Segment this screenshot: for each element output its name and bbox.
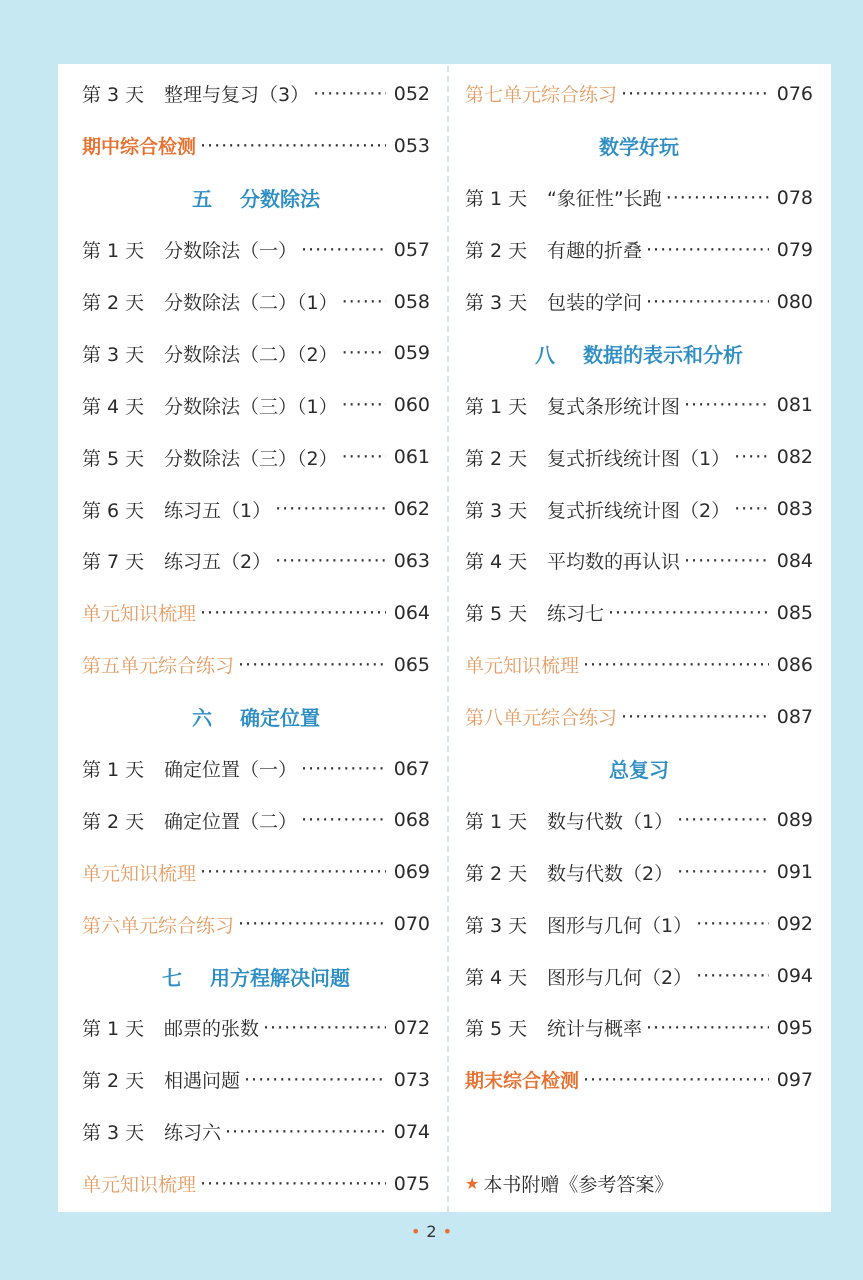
section-title: 确定位置 — [240, 706, 320, 731]
entry-day: 第 7 天 — [82, 551, 145, 574]
entry-page-number: 059 — [393, 342, 430, 365]
entry-page-number: 078 — [776, 186, 813, 209]
entry-title: 单元知识梳理 — [82, 862, 197, 885]
dot-leader — [677, 809, 769, 831]
toc-entry-review[interactable] — [82, 1158, 430, 1210]
toc-right-column — [465, 68, 813, 1210]
dot-leader — [200, 1173, 386, 1195]
toc-entry-lesson[interactable] — [465, 276, 813, 328]
toc-entry-lesson[interactable] — [82, 535, 430, 587]
toc-entry-lesson[interactable] — [465, 950, 813, 1002]
dot-leader — [342, 291, 386, 313]
entry-title: 确定位置（一） — [164, 759, 298, 782]
dot-leader — [275, 550, 386, 572]
entry-title: 图形与几何（2） — [547, 966, 693, 989]
entry-page-number: 053 — [393, 134, 430, 157]
entry-title: 单元知识梳理 — [82, 603, 197, 626]
dot-leader — [666, 187, 769, 209]
entry-day: 第 6 天 — [82, 499, 145, 522]
entry-title: 单元知识梳理 — [82, 1174, 197, 1197]
dot-leader — [646, 239, 769, 261]
entry-day: 第 2 天 — [465, 240, 528, 263]
section-heading — [82, 172, 430, 224]
dot-leader — [677, 861, 769, 883]
section-title: 用方程解决问题 — [210, 965, 350, 990]
dot-leader — [583, 1069, 769, 1091]
entry-page-number: 084 — [776, 549, 813, 572]
dot-leader — [200, 861, 386, 883]
entry-day: 第 3 天 — [465, 914, 528, 937]
entry-title: 期中综合检测 — [82, 136, 197, 159]
dot-leader — [244, 1069, 386, 1091]
entry-page-number: 087 — [776, 705, 813, 728]
toc-entry-exam[interactable] — [82, 120, 430, 172]
dot-leader — [275, 498, 386, 520]
entry-day: 第 4 天 — [465, 966, 528, 989]
entry-page-number: 070 — [393, 913, 430, 936]
dot-leader — [200, 135, 386, 157]
star-icon: ★ — [465, 1174, 480, 1194]
entry-title: 期末综合检测 — [465, 1070, 580, 1093]
entry-title: 第七单元综合练习 — [465, 84, 618, 107]
entry-page-number: 081 — [776, 394, 813, 417]
entry-title: 练习五（2） — [164, 551, 272, 574]
entry-page-number: 083 — [776, 498, 813, 521]
entry-day: 第 2 天 — [82, 1070, 145, 1093]
entry-page-number: 079 — [776, 238, 813, 261]
entry-title: 平均数的再认识 — [547, 551, 681, 574]
toc-entry-lesson[interactable] — [82, 1054, 430, 1106]
toc-entry-lesson[interactable] — [465, 1002, 813, 1054]
toc-entry-lesson[interactable] — [465, 794, 813, 846]
toc-entry-lesson[interactable] — [82, 794, 430, 846]
toc-entry-lesson[interactable] — [465, 846, 813, 898]
toc-entry-exam[interactable] — [465, 1054, 813, 1106]
section-title: 总复习 — [609, 758, 669, 783]
toc-entry-lesson[interactable] — [465, 483, 813, 535]
entry-day: 第 5 天 — [82, 447, 145, 470]
entry-day: 第 2 天 — [465, 447, 528, 470]
toc-entry-lesson[interactable] — [465, 172, 813, 224]
toc-entry-lesson[interactable] — [465, 431, 813, 483]
entry-page-number: 086 — [776, 653, 813, 676]
entry-day: 第 3 天 — [82, 84, 145, 107]
entry-day: 第 1 天 — [465, 188, 528, 211]
entry-page-number: 068 — [393, 809, 430, 832]
entry-page-number: 060 — [393, 394, 430, 417]
entry-title: 第五单元综合练习 — [82, 655, 235, 678]
dot-leader — [583, 654, 769, 676]
section-number: 七 — [162, 965, 182, 990]
section-heading — [465, 743, 813, 795]
entry-page-number: 052 — [393, 82, 430, 105]
entry-title: 包装的学问 — [547, 292, 643, 314]
entry-page-number: 073 — [393, 1068, 430, 1091]
page-number-dot-left: • — [410, 1222, 421, 1241]
dot-leader — [225, 1121, 386, 1143]
entry-title: 分数除法（一） — [164, 240, 298, 263]
entry-page-number: 067 — [393, 757, 430, 780]
entry-title: 练习六 — [164, 1122, 222, 1145]
dot-leader — [238, 913, 386, 935]
entry-title: 分数除法（二）（1） — [164, 292, 338, 314]
section-heading — [82, 950, 430, 1002]
entry-day: 第 4 天 — [465, 551, 528, 574]
entry-title: 分数除法（二）（2） — [164, 343, 338, 366]
entry-page-number: 064 — [393, 601, 430, 624]
entry-title: 相遇问题 — [164, 1070, 241, 1093]
entry-page-number: 085 — [776, 601, 813, 624]
entry-title: 图形与几何（1） — [547, 914, 693, 937]
section-heading — [465, 120, 813, 172]
entry-title: 有趣的折叠 — [547, 240, 643, 263]
page-number-dot-right: • — [442, 1222, 453, 1241]
section-heading — [82, 691, 430, 743]
dot-leader — [342, 342, 386, 364]
entry-page-number: 091 — [776, 861, 813, 884]
entry-day: 第 2 天 — [82, 810, 145, 833]
entry-page-number: 074 — [393, 1120, 430, 1143]
dot-leader — [301, 758, 386, 780]
toc-entry-review[interactable] — [82, 846, 430, 898]
supplement-note-text: 本书附赠《参考答案》 — [483, 1174, 674, 1197]
entry-page-number: 062 — [393, 498, 430, 521]
entry-day: 第 3 天 — [465, 292, 528, 314]
entry-day: 第 3 天 — [465, 499, 528, 522]
toc-entry-lesson[interactable] — [465, 379, 813, 431]
entry-title: 数与代数（2） — [547, 862, 674, 885]
toc-entry-lesson[interactable] — [82, 327, 430, 379]
dot-leader — [734, 446, 769, 468]
dot-leader — [200, 602, 386, 624]
dot-leader — [301, 809, 386, 831]
toc-entry-lesson[interactable] — [82, 743, 430, 795]
dot-leader — [696, 965, 769, 987]
entry-page-number: 069 — [393, 861, 430, 884]
entry-page-number: 076 — [776, 82, 813, 105]
entry-page-number: 075 — [393, 1172, 430, 1195]
entry-title: 复式条形统计图 — [547, 395, 681, 418]
entry-page-number: 092 — [776, 913, 813, 936]
dot-leader — [621, 706, 769, 728]
dot-leader — [684, 550, 769, 572]
entry-day: 第 3 天 — [82, 1122, 145, 1145]
entry-title: 分数除法（三）（2） — [164, 447, 338, 470]
entry-day: 第 1 天 — [465, 395, 528, 418]
dot-leader — [313, 83, 386, 105]
toc-entry-lesson[interactable] — [82, 224, 430, 276]
toc-entry-review[interactable] — [82, 639, 430, 691]
section-number: 五 — [192, 187, 212, 212]
entry-title: 整理与复习（3） — [164, 84, 310, 107]
entry-page-number: 082 — [776, 446, 813, 469]
entry-day: 第 2 天 — [82, 292, 145, 314]
entry-day: 第 4 天 — [82, 395, 145, 418]
dot-leader — [608, 602, 769, 624]
supplement-note — [465, 1158, 813, 1210]
dot-leader — [621, 83, 769, 105]
entry-day: 第 1 天 — [82, 240, 145, 263]
toc-left-column — [82, 68, 430, 1210]
entry-day: 第 1 天 — [82, 1018, 145, 1041]
entry-page-number: 097 — [776, 1068, 813, 1091]
toc-entry-review[interactable] — [82, 898, 430, 950]
entry-title: 第六单元综合练习 — [82, 914, 235, 937]
section-number: 八 — [535, 342, 555, 367]
toc-entry-lesson[interactable] — [82, 68, 430, 120]
entry-page-number: 057 — [393, 238, 430, 261]
dot-leader — [342, 446, 386, 468]
toc-entry-lesson[interactable] — [465, 224, 813, 276]
dot-leader — [646, 291, 769, 313]
entry-title: “象征性”长跑 — [547, 188, 662, 211]
dot-leader — [342, 394, 386, 416]
entry-title: 统计与概率 — [547, 1018, 643, 1041]
toc-entry-lesson[interactable] — [82, 1106, 430, 1158]
spacer-row — [465, 1106, 813, 1158]
entry-day: 第 2 天 — [465, 862, 528, 885]
toc-entry-review[interactable] — [465, 691, 813, 743]
entry-title: 数与代数（1） — [547, 810, 674, 833]
entry-title: 复式折线统计图（1） — [547, 447, 731, 470]
entry-title: 第八单元综合练习 — [465, 707, 618, 730]
entry-page-number: 094 — [776, 965, 813, 988]
page-number — [0, 1222, 863, 1241]
dot-leader — [684, 394, 769, 416]
entry-title: 单元知识梳理 — [465, 655, 580, 678]
entry-title: 分数除法（三）（1） — [164, 395, 338, 418]
section-number: 六 — [192, 706, 212, 731]
entry-day: 第 3 天 — [82, 343, 145, 366]
entry-title: 练习七 — [547, 603, 605, 626]
toc-entry-lesson[interactable] — [82, 276, 430, 328]
column-divider — [447, 66, 449, 1212]
toc-entry-lesson[interactable] — [465, 587, 813, 639]
entry-page-number: 058 — [393, 290, 430, 313]
dot-leader — [646, 1017, 769, 1039]
entry-title: 练习五（1） — [164, 499, 272, 522]
toc-entry-lesson[interactable] — [82, 483, 430, 535]
toc-entry-lesson[interactable] — [82, 379, 430, 431]
entry-page-number: 080 — [776, 290, 813, 313]
section-title: 数学好玩 — [599, 135, 679, 160]
toc-entry-lesson[interactable] — [82, 431, 430, 483]
entry-page-number: 061 — [393, 446, 430, 469]
toc-entry-lesson[interactable] — [82, 1002, 430, 1054]
dot-leader — [301, 239, 386, 261]
page-number-text: 2 — [426, 1222, 437, 1241]
entry-title: 邮票的张数 — [164, 1018, 260, 1041]
toc-entry-review[interactable] — [82, 587, 430, 639]
entry-page-number: 095 — [776, 1016, 813, 1039]
toc-entry-lesson[interactable] — [465, 535, 813, 587]
dot-leader — [734, 498, 769, 520]
entry-day: 第 1 天 — [465, 810, 528, 833]
section-title: 数据的表示和分析 — [583, 342, 743, 367]
toc-entry-lesson[interactable] — [465, 898, 813, 950]
entry-page-number: 089 — [776, 809, 813, 832]
section-heading — [465, 327, 813, 379]
entry-page-number: 065 — [393, 653, 430, 676]
toc-entry-review[interactable] — [465, 68, 813, 120]
section-title: 分数除法 — [240, 187, 320, 212]
entry-day: 第 5 天 — [465, 1018, 528, 1041]
dot-leader — [263, 1017, 386, 1039]
entry-day: 第 1 天 — [82, 759, 145, 782]
toc-entry-review[interactable] — [465, 639, 813, 691]
entry-day: 第 5 天 — [465, 603, 528, 626]
entry-page-number: 072 — [393, 1016, 430, 1039]
entry-title: 复式折线统计图（2） — [547, 499, 731, 522]
dot-leader — [696, 913, 769, 935]
entry-page-number: 063 — [393, 549, 430, 572]
dot-leader — [238, 654, 386, 676]
entry-title: 确定位置（二） — [164, 810, 298, 833]
